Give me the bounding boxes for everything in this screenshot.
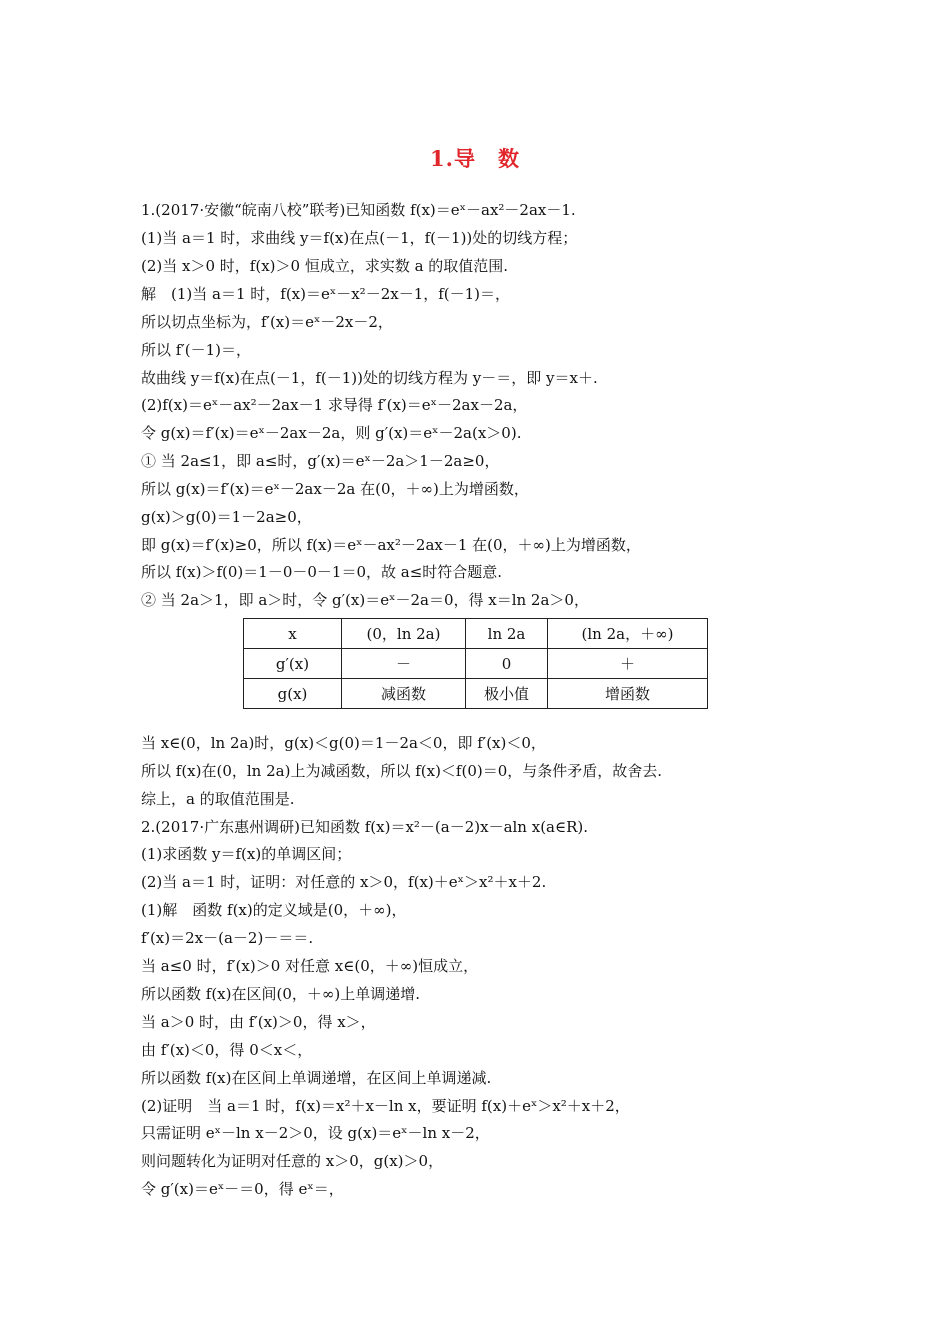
text-line: ① 当 2a≤1，即 a≤时，g′(x)＝eˣ－2a＞1－2a≥0， <box>141 452 500 470</box>
text-line: 当 a≤0 时，f′(x)＞0 对任意 x∈(0，＋∞)恒成立， <box>141 957 479 975</box>
text-line: f′(x)＝2x－(a－2)－＝＝. <box>141 929 314 947</box>
table-cell: ln 2a <box>466 619 548 649</box>
text-line: 当 a＞0 时，由 f′(x)＞0，得 x＞， <box>141 1013 376 1031</box>
text-line: 由 f′(x)＜0，得 0＜x＜， <box>141 1041 313 1059</box>
text-line: 所以函数 f(x)在区间上单调递增，在区间上单调递减. <box>141 1069 492 1087</box>
text-line: (2)当 x＞0 时，f(x)＞0 恒成立，求实数 a 的取值范围. <box>141 257 509 275</box>
text-line: 即 g(x)＝f′(x)≥0，所以 f(x)＝eˣ－ax²－2ax－1 在(0，＋∞)上为增函数， <box>141 536 641 554</box>
table-row <box>244 619 708 649</box>
text-line: 综上，a 的取值范围是. <box>141 790 295 808</box>
page-title: 1.导 数 <box>430 146 520 171</box>
table-cell: (ln 2a，＋∞) <box>548 619 708 649</box>
text-line: ② 当 2a＞1，即 a＞时，令 g′(x)＝eˣ－2a＝0，得 x＝ln 2a＞0， <box>141 591 589 609</box>
table-cell: x <box>244 619 342 649</box>
text-line: 所以 f′(－1)＝， <box>141 341 251 359</box>
text-line: 则问题转化为证明对任意的 x＞0，g(x)＞0， <box>141 1152 444 1170</box>
text-line: 2.(2017·广东惠州调研)已知函数 f(x)＝x²－(a－2)x－aln x(a∈R). <box>141 818 589 836</box>
text-line: 当 x∈(0，ln 2a)时，g(x)＜g(0)＝1－2a＜0，即 f′(x)＜0， <box>141 734 546 752</box>
text-line: 令 g(x)＝f′(x)＝eˣ－2ax－2a，则 g′(x)＝eˣ－2a(x＞0). <box>141 424 522 442</box>
text-line: (2)f(x)＝eˣ－ax²－2ax－1 求导得 f′(x)＝eˣ－2ax－2a， <box>141 396 528 414</box>
text-line: (2)证明 当 a＝1 时，f(x)＝x²＋x－ln x，要证明 f(x)＋eˣ＞x²＋x＋2， <box>141 1097 630 1115</box>
table-row <box>244 649 708 679</box>
table-cell: 极小值 <box>466 679 548 709</box>
table-cell: ＋ <box>548 649 708 679</box>
table-cell: 0 <box>466 649 548 679</box>
text-line: 1.(2017·安徽“皖南八校”联考)已知函数 f(x)＝eˣ－ax²－2ax－1. <box>141 201 576 219</box>
text-line: (1)当 a＝1 时，求曲线 y＝f(x)在点(－1，f(－1))处的切线方程； <box>141 229 578 247</box>
text-line: 解 (1)当 a＝1 时，f(x)＝eˣ－x²－2x－1，f(－1)＝， <box>141 285 511 303</box>
table-cell: g(x) <box>244 679 342 709</box>
text-line: g(x)＞g(0)＝1－2a≥0， <box>141 508 312 526</box>
table-cell: g′(x) <box>244 649 342 679</box>
text-line: (2)当 a＝1 时，证明：对任意的 x＞0，f(x)＋eˣ＞x²＋x＋2. <box>141 873 547 891</box>
table-cell: (0，ln 2a) <box>342 619 466 649</box>
text-line: 所以切点坐标为，f′(x)＝eˣ－2x－2， <box>141 313 393 331</box>
text-line: 故曲线 y＝f(x)在点(－1，f(－1))处的切线方程为 y－＝，即 y＝x＋. <box>141 369 598 387</box>
text-line: 所以 f(x)在(0，ln 2a)上为减函数，所以 f(x)＜f(0)＝0，与条件矛盾，故舍去. <box>141 762 663 780</box>
text-line: 所以 f(x)＞f(0)＝1－0－0－1＝0，故 a≤时符合题意. <box>141 563 503 581</box>
text-line: 令 g′(x)＝eˣ－＝0，得 eˣ＝， <box>141 1180 344 1198</box>
table-cell: 减函数 <box>342 679 466 709</box>
table-cell: － <box>342 649 466 679</box>
text-line: (1)求函数 y＝f(x)的单调区间； <box>141 845 352 863</box>
table-row <box>244 679 708 709</box>
table-cell: 增函数 <box>548 679 708 709</box>
text-line: (1)解 函数 f(x)的定义域是(0，＋∞)， <box>141 901 407 919</box>
text-line: 所以函数 f(x)在区间(0，＋∞)上单调递增. <box>141 985 420 1003</box>
monotonicity-table <box>243 618 708 709</box>
text-line: 所以 g(x)＝f′(x)＝eˣ－2ax－2a 在(0，＋∞)上为增函数， <box>141 480 529 498</box>
text-line: 只需证明 eˣ－ln x－2＞0，设 g(x)＝eˣ－ln x－2， <box>141 1124 490 1142</box>
